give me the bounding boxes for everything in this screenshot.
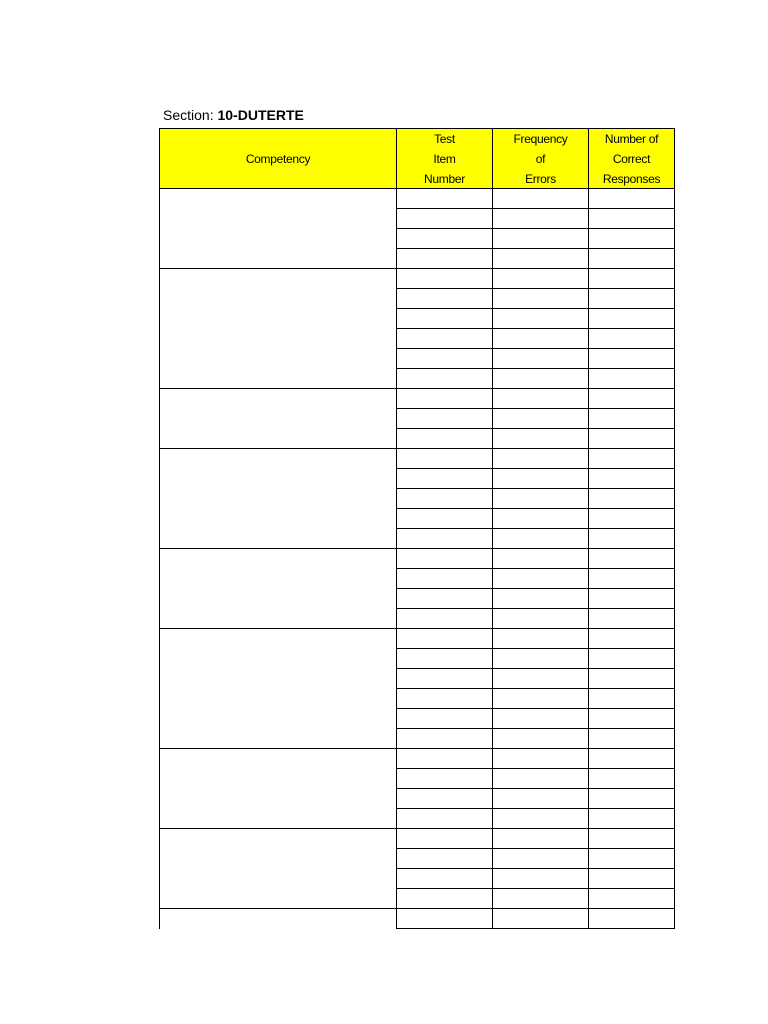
test-item-number-cell xyxy=(396,388,493,409)
test-item-number-cell xyxy=(396,328,493,349)
header-test-item-number-line: Item xyxy=(433,151,456,166)
frequency-of-errors-cell xyxy=(492,368,589,389)
header-test-item-number xyxy=(396,128,493,189)
header-frequency-of-errors xyxy=(492,128,589,189)
test-item-number-cell xyxy=(396,648,493,669)
number-correct-cell xyxy=(588,188,675,209)
test-item-number-cell xyxy=(396,288,493,309)
number-correct-cell xyxy=(588,788,675,809)
competency-cell xyxy=(159,548,396,629)
number-correct-cell xyxy=(588,228,675,249)
header-number-correct-responses xyxy=(588,128,675,189)
test-item-number-cell xyxy=(396,228,493,249)
competency-cell xyxy=(159,188,396,269)
header-number-correct-line: Correct xyxy=(612,151,651,166)
test-item-number-cell xyxy=(396,868,493,889)
number-correct-cell xyxy=(588,848,675,869)
frequency-of-errors-cell xyxy=(492,828,589,849)
test-item-number-cell xyxy=(396,468,493,489)
number-correct-cell xyxy=(588,388,675,409)
number-correct-cell xyxy=(588,348,675,369)
header-competency xyxy=(159,128,397,189)
frequency-of-errors-cell xyxy=(492,548,589,569)
test-item-number-cell xyxy=(396,668,493,689)
test-item-number-cell xyxy=(396,588,493,609)
competency-cell xyxy=(159,908,396,929)
competency-cell xyxy=(159,748,396,829)
test-item-number-cell xyxy=(396,628,493,649)
frequency-of-errors-cell xyxy=(492,328,589,349)
test-item-number-cell xyxy=(396,248,493,269)
header-frequency-of-errors-line: of xyxy=(535,151,546,166)
number-correct-cell xyxy=(588,488,675,509)
section-line xyxy=(163,106,304,124)
number-correct-cell xyxy=(588,768,675,789)
frequency-of-errors-cell xyxy=(492,348,589,369)
number-correct-cell xyxy=(588,648,675,669)
competency-cell xyxy=(159,388,396,449)
test-item-number-cell xyxy=(396,448,493,469)
header-number-correct-line: Number of xyxy=(604,131,659,146)
header-frequency-of-errors-line: Errors xyxy=(525,171,556,186)
header-number-correct-line: Responses xyxy=(602,171,661,186)
section-value: 10-DUTERTE xyxy=(217,107,304,123)
frequency-of-errors-cell xyxy=(492,688,589,709)
number-correct-cell xyxy=(588,868,675,889)
number-correct-cell xyxy=(588,708,675,729)
frequency-of-errors-cell xyxy=(492,308,589,329)
number-correct-cell xyxy=(588,828,675,849)
number-correct-cell xyxy=(588,408,675,429)
test-item-number-cell xyxy=(396,348,493,369)
test-item-number-cell xyxy=(396,188,493,209)
number-correct-cell xyxy=(588,548,675,569)
frequency-of-errors-cell xyxy=(492,848,589,869)
frequency-of-errors-cell xyxy=(492,488,589,509)
frequency-of-errors-cell xyxy=(492,608,589,629)
number-correct-cell xyxy=(588,328,675,349)
frequency-of-errors-cell xyxy=(492,388,589,409)
frequency-of-errors-cell xyxy=(492,228,589,249)
number-correct-cell xyxy=(588,528,675,549)
number-correct-cell xyxy=(588,728,675,749)
frequency-of-errors-cell xyxy=(492,568,589,589)
number-correct-cell xyxy=(588,308,675,329)
frequency-of-errors-cell xyxy=(492,208,589,229)
number-correct-cell xyxy=(588,508,675,529)
frequency-of-errors-cell xyxy=(492,768,589,789)
competency-cell xyxy=(159,628,396,749)
test-item-number-cell xyxy=(396,768,493,789)
frequency-of-errors-cell xyxy=(492,628,589,649)
frequency-of-errors-cell xyxy=(492,748,589,769)
number-correct-cell xyxy=(588,468,675,489)
frequency-of-errors-cell xyxy=(492,288,589,309)
header-competency-line: Competency xyxy=(245,151,311,166)
test-item-number-cell xyxy=(396,568,493,589)
number-correct-cell xyxy=(588,368,675,389)
number-correct-cell xyxy=(588,908,675,929)
header-test-item-number-line: Test xyxy=(434,131,455,146)
competency-cell xyxy=(159,268,396,389)
number-correct-cell xyxy=(588,588,675,609)
header-test-item-number-line: Number xyxy=(424,171,465,186)
test-item-number-cell xyxy=(396,428,493,449)
frequency-of-errors-cell xyxy=(492,808,589,829)
section-label: Section: xyxy=(163,107,214,123)
test-item-number-cell xyxy=(396,268,493,289)
number-correct-cell xyxy=(588,748,675,769)
test-item-number-cell xyxy=(396,748,493,769)
frequency-of-errors-cell xyxy=(492,248,589,269)
number-correct-cell xyxy=(588,808,675,829)
frequency-of-errors-cell xyxy=(492,408,589,429)
number-correct-cell xyxy=(588,608,675,629)
test-item-number-cell xyxy=(396,828,493,849)
number-correct-cell xyxy=(588,568,675,589)
test-item-number-cell xyxy=(396,208,493,229)
number-correct-cell xyxy=(588,248,675,269)
test-item-number-cell xyxy=(396,368,493,389)
test-item-number-cell xyxy=(396,528,493,549)
test-item-number-cell xyxy=(396,708,493,729)
frequency-of-errors-cell xyxy=(492,868,589,889)
frequency-of-errors-cell xyxy=(492,888,589,909)
test-item-number-cell xyxy=(396,408,493,429)
frequency-of-errors-cell xyxy=(492,648,589,669)
test-item-number-cell xyxy=(396,908,493,929)
frequency-of-errors-cell xyxy=(492,788,589,809)
frequency-of-errors-cell xyxy=(492,428,589,449)
number-correct-cell xyxy=(588,668,675,689)
test-item-number-cell xyxy=(396,888,493,909)
header-frequency-of-errors-line: Frequency xyxy=(513,131,568,146)
frequency-of-errors-cell xyxy=(492,188,589,209)
test-item-number-cell xyxy=(396,808,493,829)
test-item-number-cell xyxy=(396,788,493,809)
competency-table xyxy=(159,128,675,931)
number-correct-cell xyxy=(588,888,675,909)
frequency-of-errors-cell xyxy=(492,908,589,929)
frequency-of-errors-cell xyxy=(492,668,589,689)
frequency-of-errors-cell xyxy=(492,588,589,609)
test-item-number-cell xyxy=(396,848,493,869)
number-correct-cell xyxy=(588,268,675,289)
frequency-of-errors-cell xyxy=(492,468,589,489)
test-item-number-cell xyxy=(396,548,493,569)
competency-cell xyxy=(159,448,396,549)
number-correct-cell xyxy=(588,208,675,229)
test-item-number-cell xyxy=(396,608,493,629)
frequency-of-errors-cell xyxy=(492,268,589,289)
number-correct-cell xyxy=(588,448,675,469)
frequency-of-errors-cell xyxy=(492,508,589,529)
number-correct-cell xyxy=(588,428,675,449)
test-item-number-cell xyxy=(396,688,493,709)
number-correct-cell xyxy=(588,628,675,649)
test-item-number-cell xyxy=(396,308,493,329)
test-item-number-cell xyxy=(396,488,493,509)
competency-cell xyxy=(159,828,396,909)
number-correct-cell xyxy=(588,288,675,309)
frequency-of-errors-cell xyxy=(492,728,589,749)
frequency-of-errors-cell xyxy=(492,448,589,469)
frequency-of-errors-cell xyxy=(492,708,589,729)
test-item-number-cell xyxy=(396,728,493,749)
test-item-number-cell xyxy=(396,508,493,529)
frequency-of-errors-cell xyxy=(492,528,589,549)
number-correct-cell xyxy=(588,688,675,709)
